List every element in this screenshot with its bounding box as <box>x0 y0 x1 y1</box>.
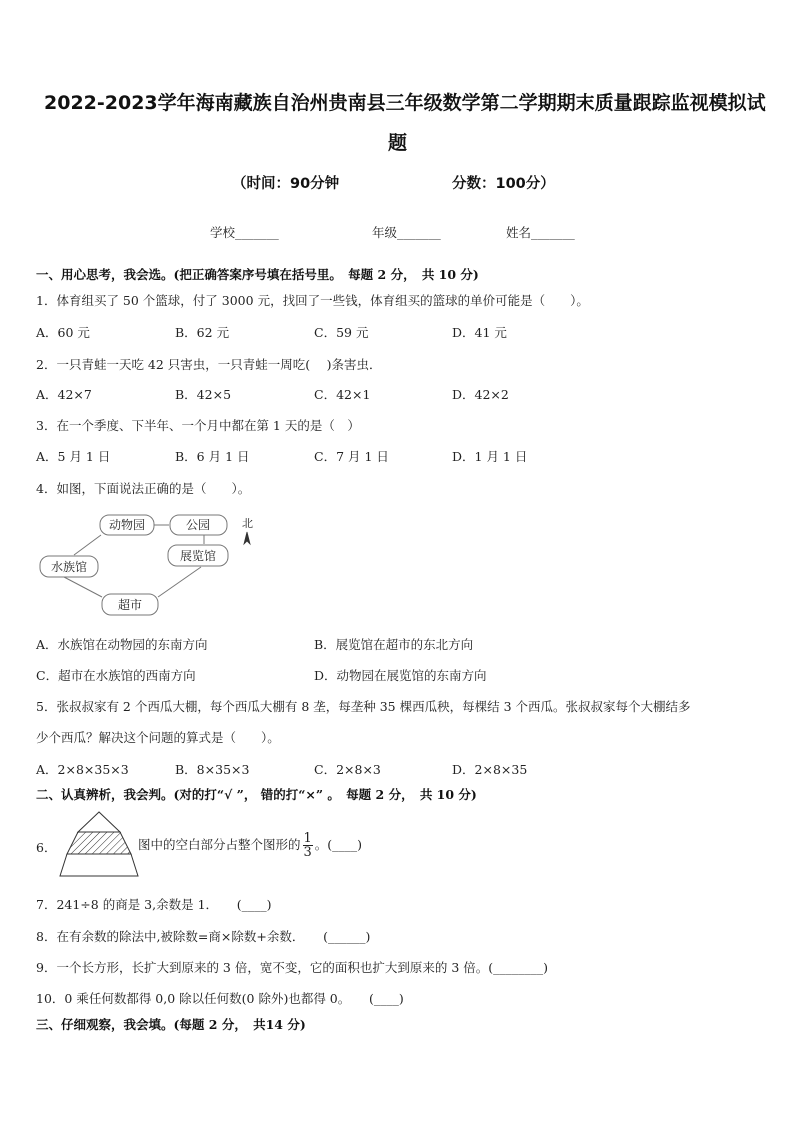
q3-option-d[interactable]: D．1 月 1 日 <box>452 449 528 464</box>
triangle-figure <box>58 810 140 878</box>
q2-option-b[interactable]: B．42×5 <box>175 387 232 402</box>
q5-option-b[interactable]: B．8×35×3 <box>175 762 250 777</box>
question-3-stem: 3．在一个季度、下半年、一个月中都在第 1 天的是（ ） <box>36 418 360 433</box>
q4-option-a[interactable]: A．水族馆在动物园的东南方向 <box>36 637 208 652</box>
q6-text-before: 图中的空白部分占整个图形的 <box>138 837 301 852</box>
section-3-heading: 三、仔细观察，我会填。(每题 2 分， 共14 分) <box>36 1017 306 1032</box>
exhibition-label: 展览馆 <box>179 549 217 563</box>
grade-field[interactable]: 年级_______ <box>372 225 441 240</box>
map-node-park <box>170 515 227 535</box>
q5-option-c[interactable]: C．2×8×3 <box>314 762 381 777</box>
section-1-heading: 一、用心思考，我会选。(把正确答案序号填在括号里。 每题 2 分， 共 10 分) <box>36 267 479 282</box>
q3-option-a[interactable]: A．5 月 1 日 <box>36 449 111 464</box>
exam-score: 分数：100分） <box>452 176 555 192</box>
q1-option-b[interactable]: B．62 元 <box>175 325 230 340</box>
supermarket-label: 超市 <box>117 598 143 612</box>
q4-option-c[interactable]: C．超市在水族馆的西南方向 <box>36 668 196 683</box>
name-field[interactable]: 姓名_______ <box>506 225 575 240</box>
exam-time: （时间：90分钟 <box>232 176 340 192</box>
fraction-numerator: 1 <box>303 831 312 846</box>
question-5-stem-continued: 少个西瓜？解决这个问题的算式是（ ）。 <box>36 730 280 745</box>
school-field[interactable]: 学校_______ <box>210 225 279 240</box>
one-third-fraction <box>303 832 313 859</box>
question-8: 8．在有余数的除法中,被除数=商×除数+余数． (______) <box>36 929 371 944</box>
question-5-stem: 5．张叔叔家有 2 个西瓜大棚，每个西瓜大棚有 8 垄，每垄种 35 棵西瓜秧，每棵结 3 个西瓜。张叔叔家每个大棚结多 <box>36 699 691 714</box>
q2-option-d[interactable]: D．42×2 <box>452 387 509 402</box>
q1-option-c[interactable]: C．59 元 <box>314 325 369 340</box>
question-7: 7．241÷8 的商是 3,余数是 1． (____) <box>36 897 272 912</box>
fraction-denominator: 3 <box>303 845 312 860</box>
q6-text-after: 。(____) <box>314 837 363 852</box>
question-9: 9．一个长方形，长扩大到原来的 3 倍，宽不变，它的面积也扩大到原来的 3 倍。(________) <box>36 960 549 975</box>
map-node-aquarium <box>40 556 98 577</box>
map-node-exhibition <box>168 545 228 566</box>
q4-option-d[interactable]: D．动物园在展览馆的东南方向 <box>314 668 487 683</box>
page-title-continued: 题 <box>388 132 408 154</box>
q3-option-c[interactable]: C．7 月 1 日 <box>314 449 389 464</box>
question-1-stem: 1．体育组买了 50 个篮球，付了 3000 元，找回了一些钱，体育组买的篮球的单价可能是（ ）。 <box>36 293 589 308</box>
aquarium-label: 水族馆 <box>50 560 88 574</box>
direction-map-diagram <box>36 508 266 620</box>
question-4-stem: 4．如图，下面说法正确的是（ ）。 <box>36 481 251 496</box>
park-label: 公园 <box>185 518 211 532</box>
q4-option-b[interactable]: B．展览馆在超市的东北方向 <box>314 637 474 652</box>
section-2-heading: 二、认真辨析，我会判。(对的打“√ ”， 错的打“×” 。 每题 2 分， 共 10 分) <box>36 787 477 802</box>
map-node-supermarket <box>102 594 158 615</box>
north-label: 北 <box>242 517 253 530</box>
q2-option-c[interactable]: C．42×1 <box>314 387 371 402</box>
question-10: 10．0 乘任何数都得 0,0 除以任何数(0 除外)也都得 0。 (____) <box>36 991 404 1006</box>
page-title: 2022-2023学年海南藏族自治州贵南县三年级数学第二学期期末质量跟踪监视模拟试 <box>44 92 766 114</box>
question-6-number: 6． <box>36 840 57 855</box>
q1-option-a[interactable]: A．60 元 <box>36 325 90 340</box>
q1-option-d[interactable]: D．41 元 <box>452 325 507 340</box>
q5-option-a[interactable]: A．2×8×35×3 <box>36 762 129 777</box>
q2-option-a[interactable]: A．42×7 <box>36 387 92 402</box>
map-node-zoo <box>100 515 154 535</box>
zoo-label: 动物园 <box>108 518 146 532</box>
question-6-stem <box>138 830 362 860</box>
q5-option-d[interactable]: D．2×8×35 <box>452 762 528 777</box>
north-arrow-icon <box>242 517 253 544</box>
q3-option-b[interactable]: B．6 月 1 日 <box>175 449 250 464</box>
question-2-stem: 2．一只青蛙一天吃 42 只害虫，一只青蛙一周吃( )条害虫． <box>36 357 382 372</box>
